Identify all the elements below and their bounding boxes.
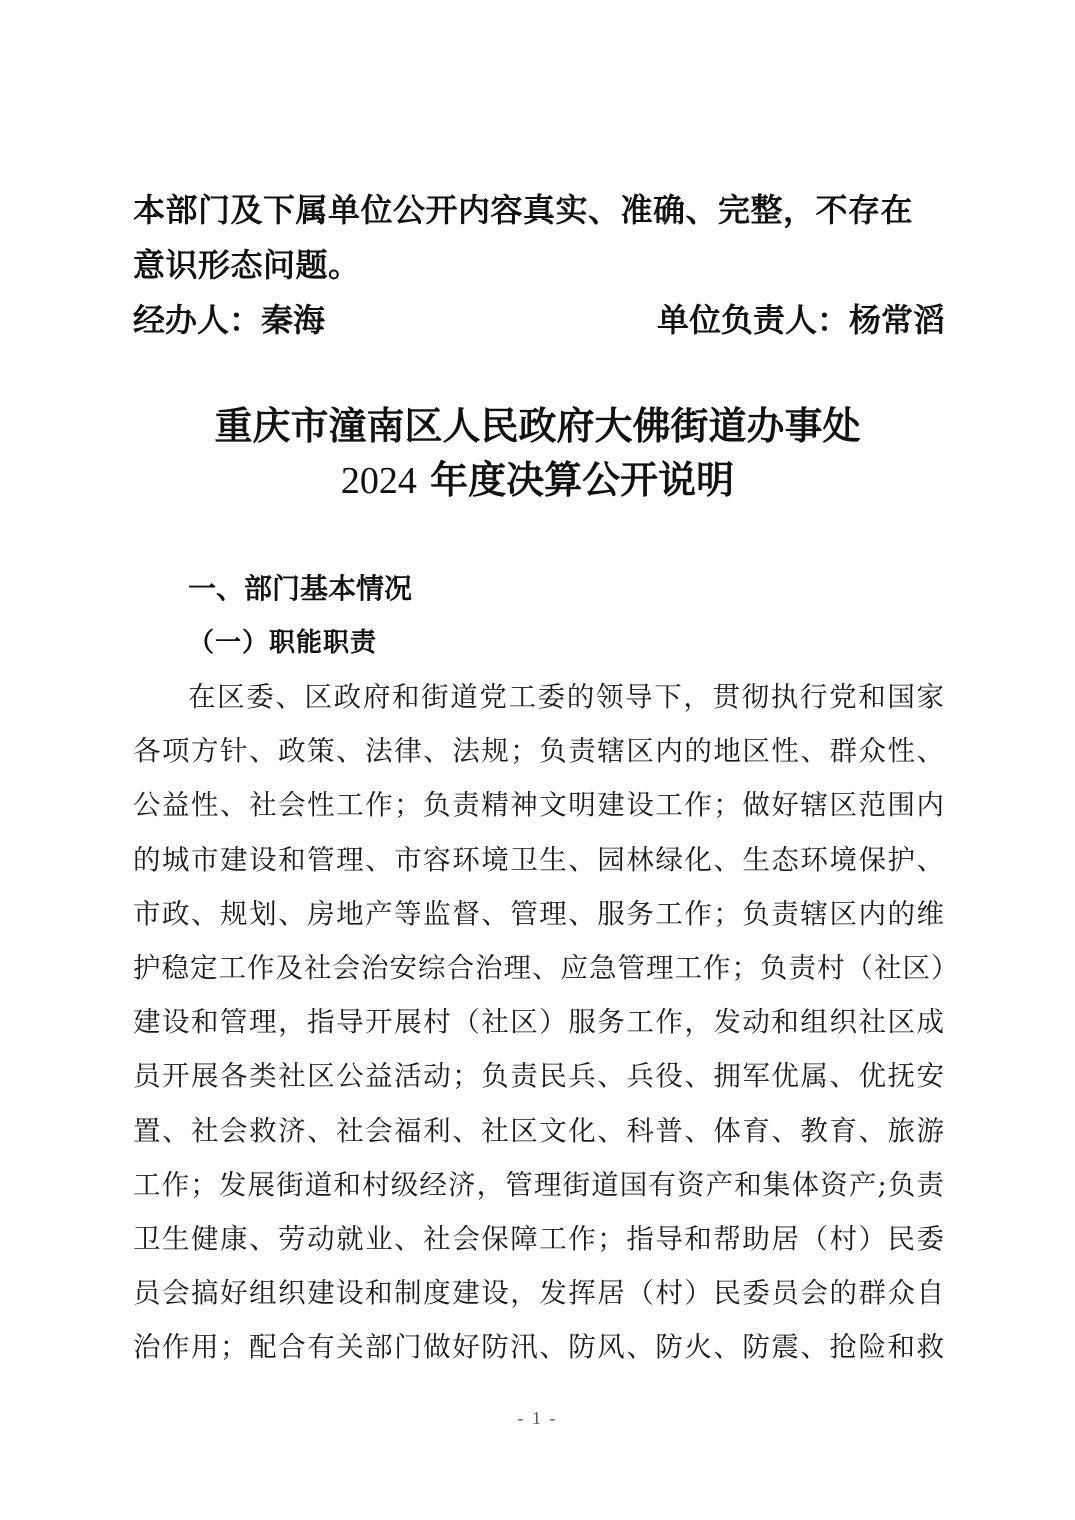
paragraph-line: 治作用；配合有关部门做好防汛、防风、防火、防震、抢险和救 — [133, 1331, 945, 1364]
paragraph-line: 置、社会救济、社会福利、社区文化、科普、体育、教育、旅游 — [133, 1114, 945, 1147]
handler-signature: 经办人：秦海 — [133, 301, 326, 339]
paragraph-line: 在区委、区政府和街道党工委的领导下，贯彻执行党和国家 — [188, 681, 945, 713]
paragraph-line: 护稳定工作及社会治安综合治理、应急管理工作；负责村（社区） — [133, 951, 960, 984]
paragraph-line: 建设和管理，指导开展村（社区）服务工作，发动和组织社区成 — [133, 1006, 945, 1039]
document-title-line2 — [0, 452, 1075, 509]
declaration-text: 本部门及下属单位公开内容真实、准确、完整，不存在意识形态问题。 — [133, 191, 914, 284]
paragraph-line: 的城市建设和管理、市容环境卫生、园林绿化、生态环境保护、 — [133, 843, 945, 876]
paragraph-line: 员会搞好组织建设和制度建设，发挥居（村）民委员会的群众自 — [133, 1277, 945, 1310]
section-heading: 一、部门基本情况 — [188, 572, 413, 605]
subsection-heading: （一）职能职责 — [188, 628, 378, 658]
signature-row — [133, 296, 945, 344]
paragraph-line: 公益性、社会性工作；负责精神文明建设工作；做好辖区范围内 — [133, 789, 945, 822]
paragraph-line: 卫生健康、劳动就业、社会保障工作；指导和帮助居（村）民委 — [133, 1222, 945, 1255]
document-title-line1: 重庆市潼南区人民政府大佛街道办事处 — [214, 403, 861, 448]
duties-paragraph — [133, 670, 960, 1374]
responsible-signature: 单位负责人：杨常滔 — [656, 301, 945, 339]
paragraph-line: 各项方针、政策、法律、法规；负责辖区内的地区性、群众性、 — [133, 735, 945, 768]
paragraph-line: 市政、规划、房地产等监督、管理、服务工作；负责辖区内的维 — [133, 897, 945, 930]
paragraph-line: 工作；发展街道和村级经济，管理街道国有资产和集体资产;负责 — [133, 1168, 945, 1201]
paragraph-line: 员开展各类社区公益活动；负责民兵、兵役、拥军优属、优抚安 — [133, 1060, 945, 1093]
title-year: 2024 — [340, 460, 417, 502]
page-number: - 1 - — [517, 1408, 558, 1428]
title-rest: 年度决算公开说明 — [416, 457, 735, 502]
